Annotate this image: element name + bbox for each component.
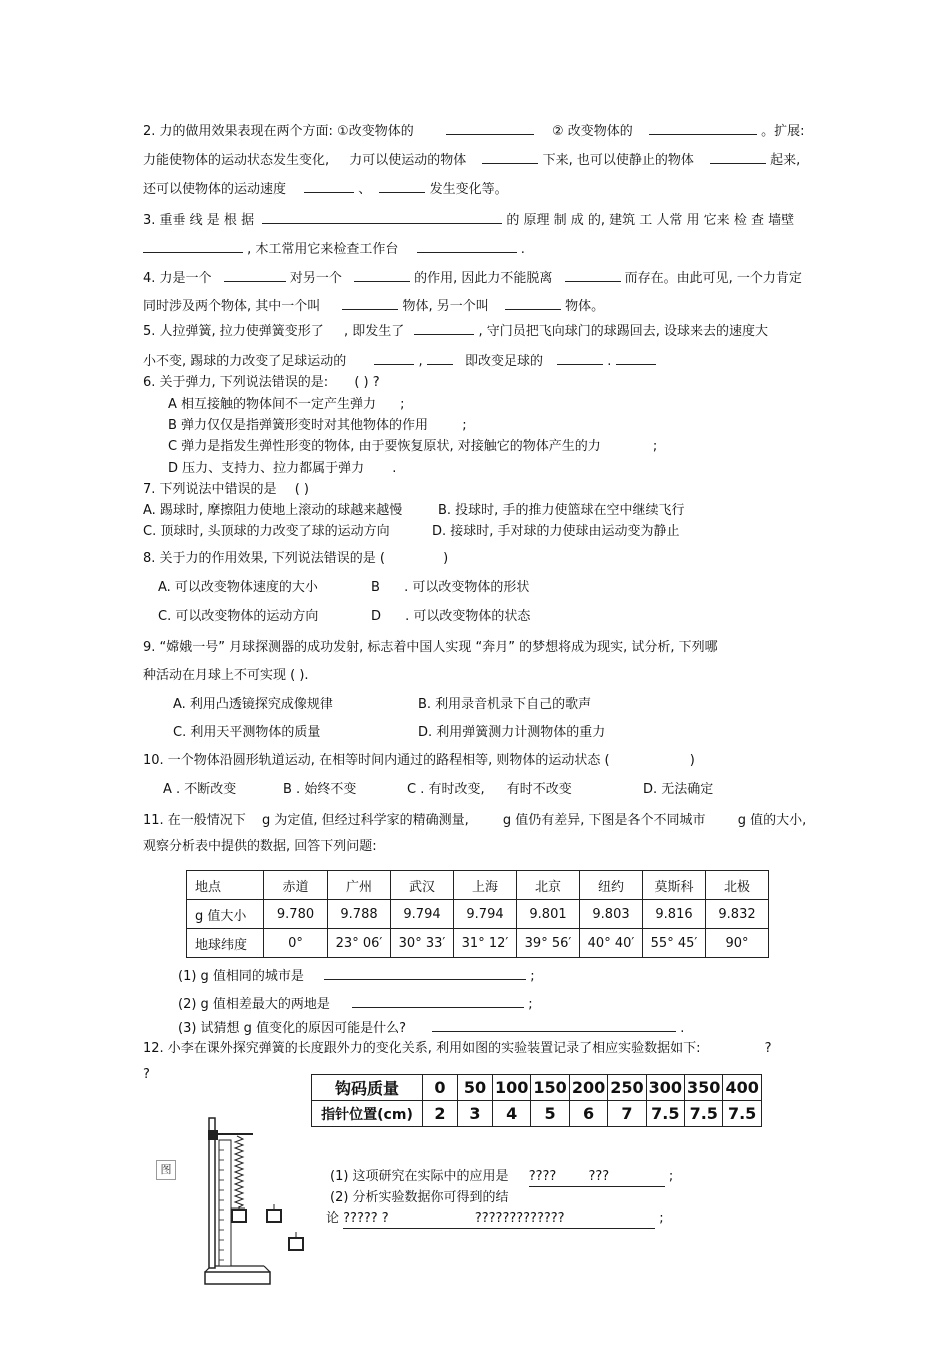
answer-blank[interactable] <box>649 120 757 135</box>
option-text: A . 不断改变 <box>163 782 237 797</box>
q2-text: 、 <box>358 182 372 197</box>
q11-sub-3 <box>178 1017 684 1038</box>
table-header-cell: 地点 <box>187 871 264 900</box>
option-text: C . 有时改变, <box>407 782 485 797</box>
answer-blank[interactable] <box>352 993 524 1008</box>
q11-sub-1 <box>178 965 535 986</box>
q3-text: . <box>520 242 525 257</box>
latitude-cell: 55° 45′ <box>643 929 706 958</box>
option-text: C. 利用天平测物体的质量 <box>173 725 321 740</box>
table-row <box>187 871 769 900</box>
q2-text: 。扩展: <box>761 124 805 139</box>
table-header-cell: 指针位置(cm) <box>312 1101 423 1127</box>
q5-text: , <box>418 354 423 369</box>
q12-text: (2) 分析实验数据你可得到的结 <box>330 1190 509 1205</box>
answer-blank[interactable] <box>262 209 502 224</box>
g-value-cell: 9.780 <box>264 900 328 929</box>
option-text: B . 始终不变 <box>283 782 357 797</box>
position-cell: 7.5 <box>646 1101 684 1127</box>
q9-option-b[interactable] <box>418 696 591 714</box>
option-text: A 相互接触的物体间不一定产生弹力 <box>168 397 377 412</box>
answer-blank[interactable] <box>374 350 414 365</box>
q7-option-a[interactable] <box>143 502 402 520</box>
option-text: . <box>392 461 397 476</box>
city-cell: 莫斯科 <box>643 871 706 900</box>
q11-line-2 <box>143 838 377 856</box>
q6-option-b[interactable] <box>168 417 467 435</box>
q4-text: 对另一个 <box>289 271 342 286</box>
q8-option-d[interactable] <box>371 608 530 626</box>
option-text: D 压力、支持力、拉力都属于弹力 <box>168 461 365 476</box>
q6-option-a[interactable] <box>168 396 405 414</box>
latitude-cell: 40° 40′ <box>580 929 643 958</box>
option-text: C. 可以改变物体的运动方向 <box>158 609 319 624</box>
answer-bracket[interactable]: ( ) <box>294 482 309 497</box>
latitude-cell: 90° <box>706 929 769 958</box>
table-row <box>187 900 769 929</box>
q11-text: (2) g 值相差最大的两地是 <box>178 997 330 1012</box>
answer-blank[interactable] <box>224 267 286 282</box>
position-cell: 2 <box>423 1101 458 1127</box>
q11-text: g 值的大小, <box>737 813 807 828</box>
q8-option-b[interactable] <box>371 579 529 597</box>
q5-text: 小不变, 踢球的力改变了足球运动的 <box>143 354 347 369</box>
answer-blank[interactable] <box>414 320 474 335</box>
q11-text: g 值仍有差异, 下图是各个不同城市 <box>502 813 706 828</box>
mass-cell: 250 <box>608 1075 646 1101</box>
q7-option-b[interactable] <box>438 502 684 520</box>
position-cell: 7.5 <box>723 1101 761 1127</box>
answer-blank[interactable] <box>446 120 534 135</box>
q3-line-1 <box>143 209 794 230</box>
city-cell: 纽约 <box>580 871 643 900</box>
table-row <box>187 929 769 958</box>
q11-text: 11. 在一般情况下 <box>143 813 246 828</box>
q8-option-a[interactable] <box>158 579 318 597</box>
q11-text: ; <box>528 997 533 1012</box>
option-text: 有时不改变 <box>506 782 572 797</box>
q7-option-c[interactable] <box>143 523 390 541</box>
q10-option-a[interactable] <box>163 781 236 799</box>
answer-text: ???? <box>528 1169 557 1184</box>
answer-bracket[interactable]: ) <box>443 551 449 566</box>
mass-cell: 350 <box>685 1075 723 1101</box>
table-header-cell: 钩码质量 <box>312 1075 423 1101</box>
q12-text: ? <box>764 1041 772 1056</box>
q4-text: 的作用, 因此力不能脱离 <box>414 271 553 286</box>
option-text: D. 利用弹簧测力计测物体的重力 <box>418 725 606 740</box>
position-cell: 6 <box>569 1101 607 1127</box>
answer-blank[interactable] <box>529 1168 665 1187</box>
answer-blank[interactable] <box>482 149 538 164</box>
g-value-cell: 9.788 <box>328 900 391 929</box>
option-text: A. 踢球时, 摩擦阻力使地上滚动的球越来越慢 <box>143 503 403 518</box>
latitude-cell: 31° 12′ <box>454 929 517 958</box>
position-cell: 7 <box>608 1101 646 1127</box>
q11-text: (1) g 值相同的城市是 <box>178 969 304 984</box>
answer-blank[interactable] <box>324 965 526 980</box>
q2-line-1 <box>143 120 804 141</box>
q12-text: (1) 这项研究在实际中的应用是 <box>330 1169 509 1184</box>
q4-line-2 <box>143 295 604 316</box>
q2-text: 下来, 也可以使静止的物体 <box>542 153 694 168</box>
q9-text: 种活动在月球上不可实现 ( ). <box>143 668 309 683</box>
mass-cell: 0 <box>423 1075 458 1101</box>
mass-cell: 50 <box>458 1075 493 1101</box>
q2-text: 力可以使运动的物体 <box>349 153 467 168</box>
q12-text: 论 <box>326 1211 340 1226</box>
q11-text: 观察分析表中提供的数据, 回答下列问题: <box>143 839 377 854</box>
answer-blank[interactable] <box>379 178 425 193</box>
figure-tag: 图 <box>156 1160 176 1180</box>
position-cell: 5 <box>531 1101 569 1127</box>
answer-blank[interactable] <box>616 350 656 365</box>
q4-text: 而存在。由此可见, 一个力肯定 <box>624 271 802 286</box>
q2-text: 2. 力的做用效果表现在两个方面: ①改变物体的 <box>143 124 414 139</box>
q8-stem <box>143 550 448 568</box>
answer-blank[interactable] <box>143 238 243 253</box>
q9-line-2 <box>143 667 309 685</box>
answer-text: ????????????? <box>474 1211 565 1226</box>
answer-blank[interactable] <box>557 350 603 365</box>
position-cell: 4 <box>493 1101 531 1127</box>
spring-data-table <box>311 1074 762 1127</box>
q4-text: 物体, 另一个叫 <box>402 299 489 314</box>
answer-blank[interactable] <box>427 350 453 365</box>
g-value-table <box>186 870 769 958</box>
q5-line-1 <box>143 320 768 341</box>
city-cell: 武汉 <box>391 871 454 900</box>
q2-line-3 <box>143 178 508 199</box>
answer-blank[interactable] <box>417 238 517 253</box>
g-value-cell: 9.801 <box>517 900 580 929</box>
city-cell: 广州 <box>328 871 391 900</box>
q11-text: . <box>680 1021 685 1036</box>
q4-text: 物体。 <box>565 299 605 314</box>
answer-blank[interactable] <box>304 178 354 193</box>
position-cell: 3 <box>458 1101 493 1127</box>
option-text: C 弹力是指发生弹性形变的物体, 由于要恢复原状, 对接触它的物体产生的力 <box>168 439 601 454</box>
mass-cell: 100 <box>493 1075 531 1101</box>
q3-line-2 <box>143 238 525 259</box>
q12-text: 12. 小李在课外探究弹簧的长度跟外力的变化关系, 利用如图的实验装置记录了相应实验数据如下: <box>143 1041 701 1056</box>
q9-option-c[interactable] <box>173 724 320 742</box>
city-cell: 赤道 <box>264 871 328 900</box>
q6-option-c[interactable] <box>168 438 657 456</box>
option-text: A. 利用凸透镜探究成像规律 <box>173 697 333 712</box>
q9-option-a[interactable] <box>173 696 333 714</box>
latitude-cell: 0° <box>264 929 328 958</box>
mass-cell: 300 <box>646 1075 684 1101</box>
option-text: B. 利用录音机录下自己的歌声 <box>418 697 592 712</box>
q10-option-b[interactable] <box>283 781 356 799</box>
mass-cell: 150 <box>531 1075 569 1101</box>
answer-blank[interactable] <box>432 1017 676 1032</box>
q2-text: 还可以使物体的运动速度 <box>143 182 287 197</box>
q2-text: 起来, <box>770 153 801 168</box>
option-text: C. 顶球时, 头顶球的力改变了球的运动方向 <box>143 524 390 539</box>
q10-option-c[interactable] <box>407 781 572 799</box>
option-text: B <box>371 580 380 595</box>
q4-text: 4. 力是一个 <box>143 271 212 286</box>
q10-option-d[interactable] <box>643 781 713 799</box>
table-row <box>312 1101 762 1127</box>
g-value-cell: 9.832 <box>706 900 769 929</box>
q11-text: g 为定值, 但经过科学家的精确测量, <box>261 813 469 828</box>
latitude-cell: 23° 06′ <box>328 929 391 958</box>
g-value-cell: 9.816 <box>643 900 706 929</box>
q9-text: 9. “嫦娥一号” 月球探测器的成功发射, 标志着中国人实现 “奔月” 的梦想将成为现实, 试分析, 下列哪 <box>143 640 718 655</box>
g-value-cell: 9.794 <box>391 900 454 929</box>
q5-text: , 守门员把飞向球门的球踢回去, 设球来去的速度大 <box>478 324 769 339</box>
g-value-cell: 9.803 <box>580 900 643 929</box>
city-cell: 北极 <box>706 871 769 900</box>
answer-blank[interactable] <box>342 295 398 310</box>
q11-text: (3) 试猜想 g 值变化的原因可能是什么? <box>178 1021 406 1036</box>
q8-text: 8. 关于力的作用效果, 下列说法错误的是 ( <box>143 551 386 566</box>
q12-line-1 <box>143 1040 772 1058</box>
option-text: D. 接球时, 手对球的力使球由运动变为静止 <box>432 524 680 539</box>
q3-text: 3. 重垂 线 是 根 据 <box>143 213 255 228</box>
q12-text: ; <box>659 1211 664 1226</box>
q6-option-d[interactable] <box>168 460 396 478</box>
q3-text: 的 原理 制 成 的, 建筑 工 人常 用 它来 检 查 墙壁 <box>506 213 795 228</box>
q3-text: , 木工常用它来检查工作台 <box>247 242 399 257</box>
mass-cell: 200 <box>569 1075 607 1101</box>
option-text: B 弹力仅仅是指弹簧形变时对其他物体的作用 <box>168 418 429 433</box>
option-text: ; <box>652 439 658 454</box>
city-cell: 上海 <box>454 871 517 900</box>
table-row <box>312 1075 762 1101</box>
q10-text: 10. 一个物体沿圆形轨道运动, 在相等时间内通过的路程相等, 则物体的运动状态 ( <box>143 753 610 768</box>
q9-line-1 <box>143 639 718 657</box>
q5-text: . <box>607 354 612 369</box>
option-text: ; <box>400 397 405 412</box>
city-cell: 北京 <box>517 871 580 900</box>
option-text: . 可以改变物体的形状 <box>404 580 530 595</box>
table-header-cell: 地球纬度 <box>187 929 264 958</box>
option-text: . 可以改变物体的状态 <box>405 609 531 624</box>
q5-text: 5. 人拉弹簧, 拉力使弹簧变形了 <box>143 324 324 339</box>
option-text: B. 投球时, 手的推力使篮球在空中继续飞行 <box>438 503 685 518</box>
q11-text: ; <box>530 969 535 984</box>
q12-sub-1 <box>330 1168 673 1187</box>
q4-line-1 <box>143 267 802 288</box>
g-value-cell: 9.794 <box>454 900 517 929</box>
latitude-cell: 39° 56′ <box>517 929 580 958</box>
q11-sub-2 <box>178 993 533 1014</box>
option-text: A. 可以改变物体速度的大小 <box>158 580 318 595</box>
answer-blank[interactable] <box>710 149 766 164</box>
q4-text: 同时涉及两个物体, 其中一个叫 <box>143 299 321 314</box>
option-text: D <box>371 609 382 624</box>
option-text: D. 无法确定 <box>643 782 714 797</box>
q6-text: 6. 关于弹力, 下列说法错误的是: <box>143 375 329 390</box>
answer-text: ????? ? <box>343 1211 389 1226</box>
option-text: ; <box>462 418 467 433</box>
answer-blank[interactable] <box>343 1210 655 1229</box>
q6-stem <box>143 374 380 392</box>
answer-text: ??? <box>588 1169 610 1184</box>
position-cell: 7.5 <box>685 1101 723 1127</box>
spring-apparatus-figure <box>195 1110 315 1290</box>
answer-bracket[interactable]: ) <box>689 753 695 768</box>
q7-option-d[interactable] <box>432 523 680 541</box>
q12-text: ? <box>143 1067 150 1082</box>
q2-text: ② 改变物体的 <box>551 124 633 139</box>
table-header-cell: g 值大小 <box>187 900 264 929</box>
q7-text: 7. 下列说法中错误的是 <box>143 482 277 497</box>
q2-text: 发生变化等。 <box>429 182 508 197</box>
answer-blank[interactable] <box>565 267 621 282</box>
answer-blank[interactable] <box>505 295 561 310</box>
q5-text: 即改变足球的 <box>464 354 543 369</box>
q2-line-2 <box>143 149 800 170</box>
q11-line-1 <box>143 812 806 830</box>
q10-stem <box>143 752 695 770</box>
q5-text: , 即发生了 <box>343 324 405 339</box>
answer-bracket[interactable]: ( ) ? <box>354 375 380 390</box>
mass-cell: 400 <box>723 1075 761 1101</box>
q12-line-2 <box>143 1066 150 1084</box>
latitude-cell: 30° 33′ <box>391 929 454 958</box>
q12-text: ; <box>668 1169 674 1184</box>
q8-option-c[interactable] <box>158 608 318 626</box>
q12-sub-2 <box>330 1189 509 1207</box>
q9-option-d[interactable] <box>418 724 605 742</box>
q12-sub-3 <box>326 1210 664 1229</box>
q7-stem <box>143 481 309 499</box>
q5-line-2 <box>143 350 656 371</box>
q2-text: 力能使物体的运动状态发生变化, <box>143 153 330 168</box>
answer-blank[interactable] <box>354 267 410 282</box>
